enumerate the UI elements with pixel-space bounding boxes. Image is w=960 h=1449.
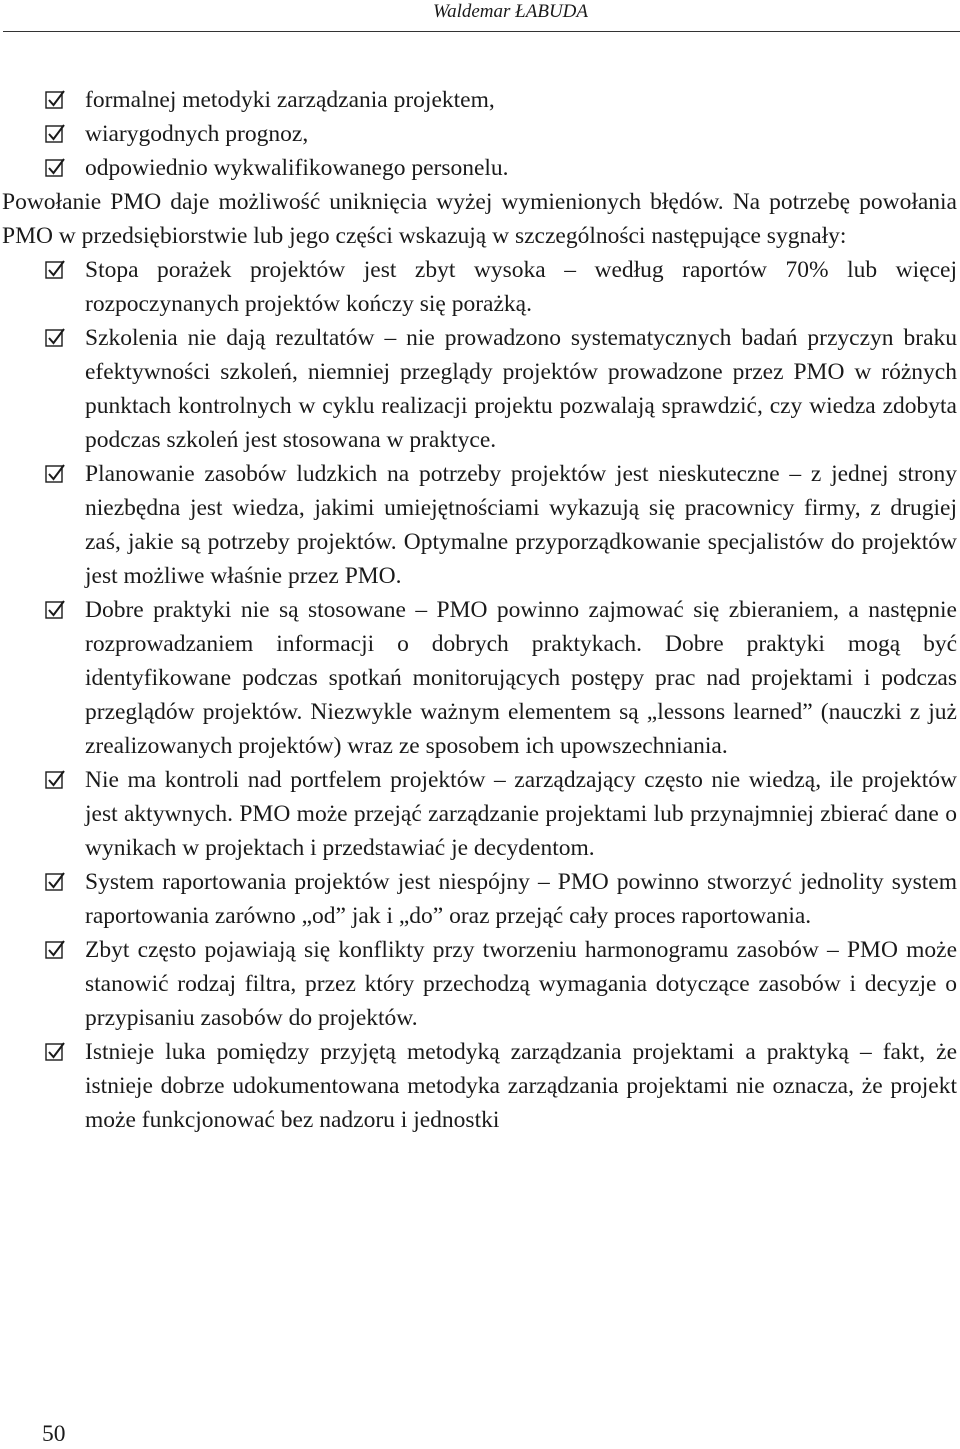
- checkbox-checked-icon: [45, 328, 65, 348]
- checklist-item: [45, 151, 957, 185]
- intro-paragraph: Powołanie PMO daje możliwość uniknięcia wyżej wymienionych błędów. Na potrzebę powołania PMO w przedsiębiorstwie lub jego części wskazują w szczególności następujące sygnały:: [2, 189, 957, 249]
- signal-item: [45, 253, 957, 321]
- signal-item-text: Planowanie zasobów ludzkich na potrzeby projektów jest nieskuteczne – z jednej strony niezbędna jest wiedza, jakimi umiejętnościami wykazują się pracownicy firmy, z drugiej zaś, jakie są potrzeby projektów. Optymalne przyporządkowanie specjalistów do projektów jest możliwe właśnie przez PMO.: [85, 461, 957, 589]
- signal-item: [45, 933, 957, 1035]
- checklist-item-text: formalnej metodyki zarządzania projektem,: [85, 87, 495, 113]
- signal-item-text: Nie ma kontroli nad portfelem projektów – zarządzający często nie wiedzą, ile projektów jest aktywnych. PMO może przejąć zarządzanie projektami lub przynajmniej zbierać dane o wynikach w projektach i przedstawiać je decydentom.: [85, 767, 957, 861]
- checkbox-checked-icon: [45, 770, 65, 790]
- checklist-item-text: wiarygodnych prognoz,: [85, 121, 309, 147]
- checklist-item: [45, 83, 957, 117]
- checkbox-checked-icon: [45, 158, 65, 178]
- signal-item: [45, 321, 957, 457]
- page-number: 50: [42, 1421, 66, 1447]
- signal-item-text: Istnieje luka pomiędzy przyjętą metodyką zarządzania projektami a praktyką – fakt, że istnieje dobrze udokumentowana metodyka zarządzania projektami nie oznacza, że projekt może funkcjonować bez nadzoru i jednostki: [85, 1039, 957, 1133]
- checklist-item: [45, 117, 957, 151]
- signal-item-text: Szkolenia nie dają rezultatów – nie prowadzono systematycznych badań przyczyn braku efektywności szkoleń, niemniej przeglądy projektów prowadzone przez PMO w różnych punktach kontrolnych w cyklu realizacji projektu pozwalają sprawdzić, czy wiedza zdobyta podczas szkoleń jest stosowana w praktyce.: [85, 325, 957, 453]
- signal-item-text: Dobre praktyki nie są stosowane – PMO powinno zajmować się zbieraniem, a następnie rozprowadzaniem informacji o dobrych praktykach. Dobre praktyki mogą być identyfikowane podczas spotkań monitorujących postępy prac nad projektami i podczas przeglądów projektów. Niezwykle ważnym elementem są „lessons learned” (nauczki z już zrealizowanych projektów) wraz ze sposobem ich upowszechniania.: [85, 597, 957, 759]
- checkbox-checked-icon: [45, 260, 65, 280]
- signals-checklist: [45, 253, 957, 1137]
- checkbox-checked-icon: [45, 464, 65, 484]
- signal-item: [45, 593, 957, 763]
- header-author: Waldemar ŁABUDA: [433, 1, 588, 22]
- signal-item-text: Stopa porażek projektów jest zbyt wysoka – według raportów 70% lub więcej rozpoczynanych projektów kończy się porażką.: [85, 257, 957, 317]
- signal-item-text: System raportowania projektów jest niespójny – PMO powinno stworzyć jednolity system raportowania zarówno „od” jak i „do” oraz przejąć cały proces raportowania.: [85, 869, 957, 929]
- signal-item: [45, 1035, 957, 1137]
- top-checklist: [45, 83, 957, 185]
- checklist-item-text: odpowiednio wykwalifikowanego personelu.: [85, 155, 509, 181]
- signal-item: [45, 457, 957, 593]
- checkbox-checked-icon: [45, 600, 65, 620]
- page-body: [2, 83, 957, 1137]
- checkbox-checked-icon: [45, 124, 65, 144]
- checkbox-checked-icon: [45, 90, 65, 110]
- running-header: [0, 0, 960, 34]
- signal-item: [45, 763, 957, 865]
- header-rule: [3, 31, 960, 32]
- checkbox-checked-icon: [45, 872, 65, 892]
- checkbox-checked-icon: [45, 1042, 65, 1062]
- signal-item: [45, 865, 957, 933]
- checkbox-checked-icon: [45, 940, 65, 960]
- signal-item-text: Zbyt często pojawiają się konflikty przy tworzeniu harmonogramu zasobów – PMO może stanowić rodzaj filtra, przez który przechodzą wymagania dotyczące zasobów i decyzje o przypisaniu zasobów do projektów.: [85, 937, 957, 1031]
